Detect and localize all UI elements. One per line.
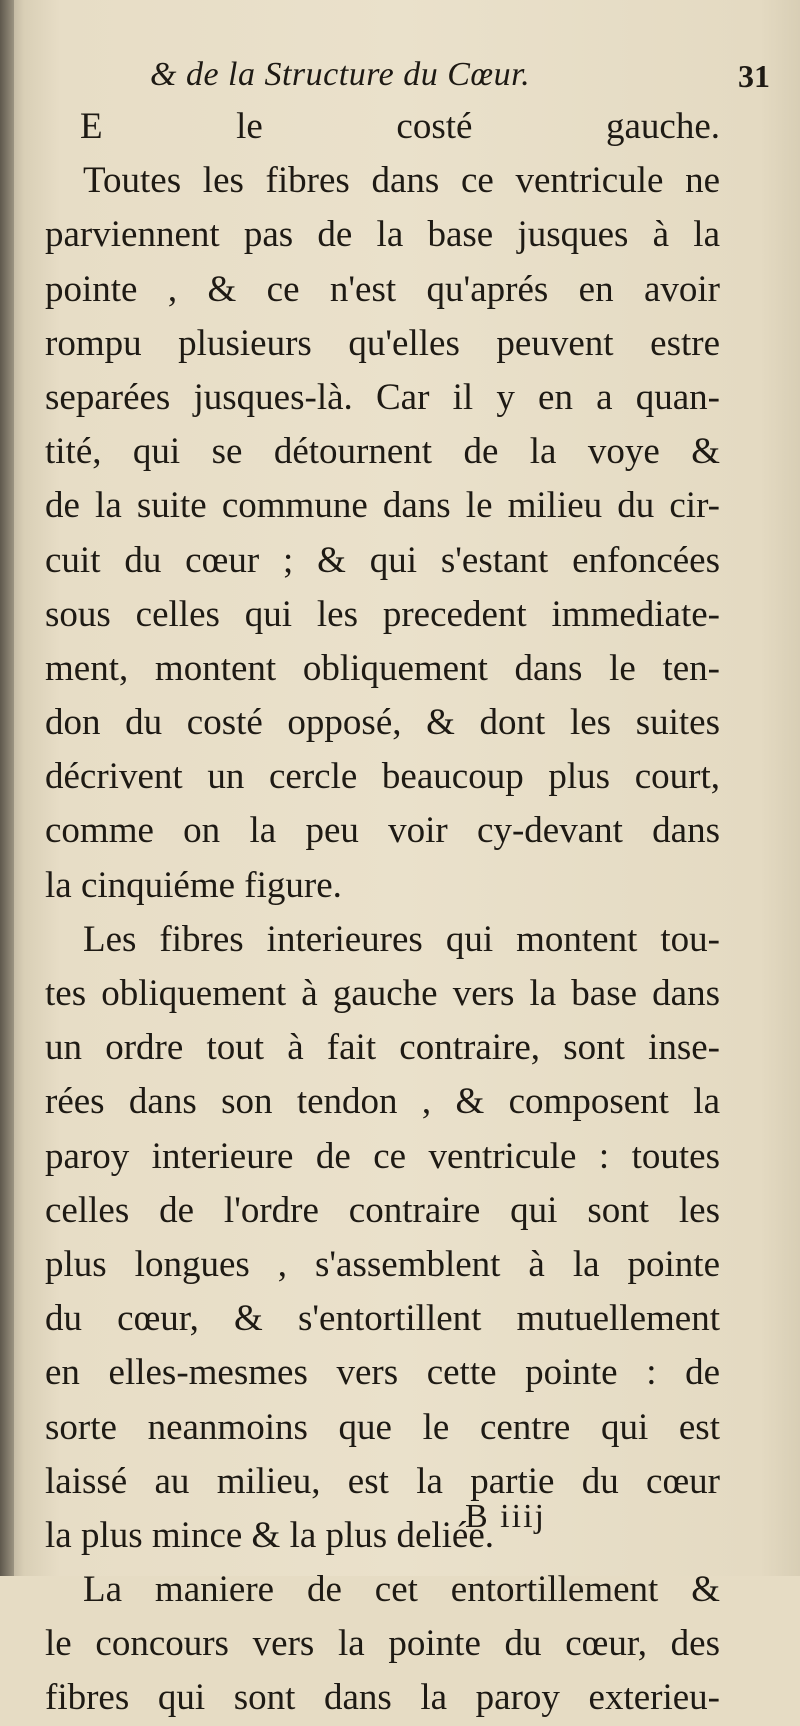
paragraph-end-line: la plus mince & la plus deliée. [45,1514,495,1556]
text-line: don du costé opposé, & dont les suites [45,702,720,744]
text-line: sorte neanmoins que le centre qui est [45,1406,720,1448]
signature-mark: B iiij [465,1498,546,1535]
paragraph-start-line: La maniere de cet entortillement & [83,1569,720,1611]
paragraph-start-line: Les fibres interieures qui montent tou- [83,918,720,960]
text-line: parviennent pas de la base jusques à la [45,214,720,256]
text-line: un ordre tout à fait contraire, sont inse- [45,1027,720,1069]
text-line: celles de l'ordre contraire qui sont les [45,1189,720,1231]
text-line: E le costé gauche. [80,106,720,147]
page-header [150,50,770,98]
text-line: laissé au milieu, est la partie du cœur [45,1460,720,1502]
text-line: décrivent un cercle beaucoup plus court, [45,756,720,798]
text-line: le concours vers la pointe du cœur, des [45,1623,720,1665]
text-line: fibres qui sont dans la paroy exterieu- [45,1677,720,1719]
binding-gutter [0,0,14,1576]
text-line: pointe , & ce n'est qu'aprés en avoir [45,268,720,310]
running-title: & de la Structure du Cœur. [150,56,531,93]
paragraph-start-line: Toutes les fibres dans ce ventricule ne [83,160,720,202]
text-line: tes obliquement à gauche vers la base dans [45,973,720,1014]
text-line: rompu plusieurs qu'elles peuvent estre [45,322,720,364]
text-line: comme on la peu voir cy-devant dans [45,810,720,852]
text-line: paroy interieure de ce ventricule : toutes [45,1135,720,1177]
text-line: tité, qui se détournent de la voye & [45,431,720,473]
text-line: ment, montent obliquement dans le ten- [45,647,720,689]
text-line: separées jusques-là. Car il y en a quan- [45,376,720,418]
page-number: 31 [738,58,770,94]
text-line: de la suite commune dans le milieu du cir- [45,485,720,527]
text-line: du cœur, & s'entortillent mutuellement [45,1298,720,1340]
body-text [45,100,720,1726]
paragraph-end-line: la cinquiéme figure. [45,864,342,906]
text-line: sous celles qui les precedent immediate- [45,593,720,635]
text-line: en elles-mesmes vers cette pointe : de [45,1352,720,1394]
text-line: plus longues , s'assemblent à la pointe [45,1243,720,1285]
text-line: cuit du cœur ; & qui s'estant enfoncées [45,539,720,581]
text-line: rées dans son tendon , & composent la [45,1081,720,1123]
